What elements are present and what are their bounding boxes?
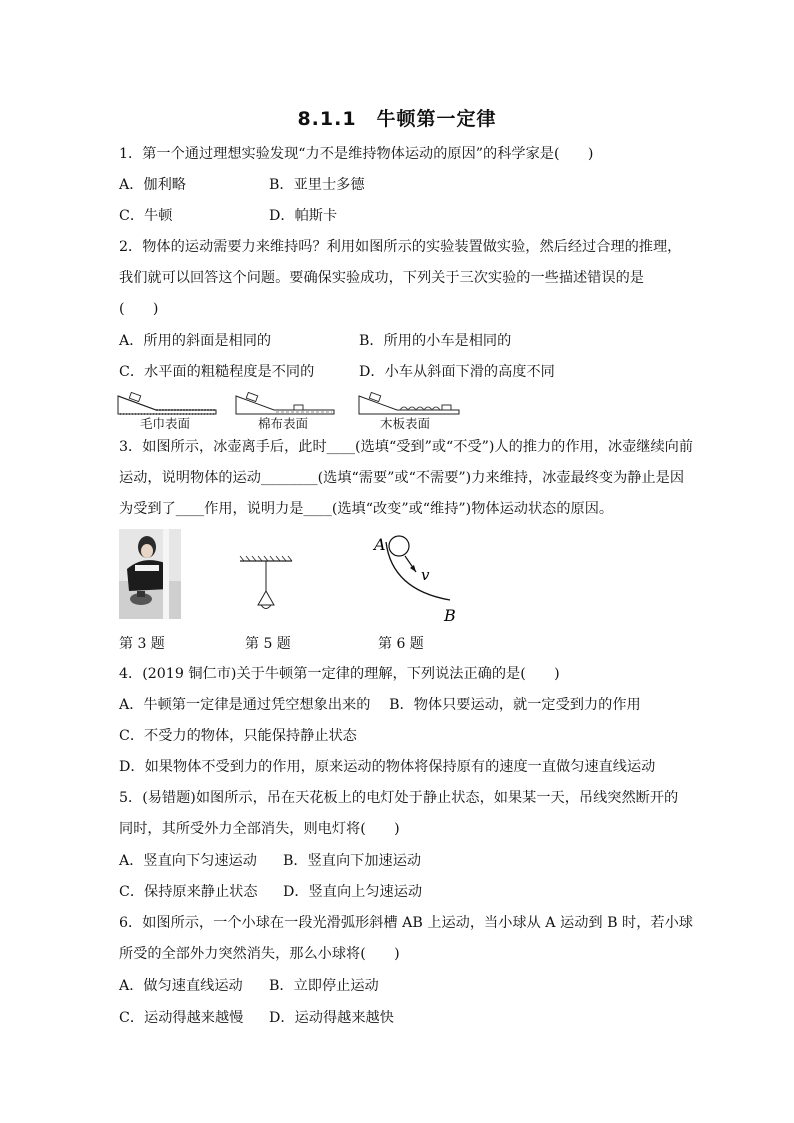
q2-option-a: A．所用的斜面是相同的 (119, 333, 272, 349)
q6-option-b: B．立即停止运动 (269, 978, 379, 994)
q1-stem: 1．第一个通过理想实验发现“力不是维持物体运动的原因”的科学家是( ) (119, 146, 594, 162)
q5-option-d: D．竖直向上匀速运动 (283, 884, 423, 900)
q1-option-d: D．帕斯卡 (269, 208, 338, 224)
hanging-lamp-figure (236, 555, 296, 615)
figure-caption-q5: 第 5 题 (245, 636, 291, 652)
q1-option-c: C．牛顿 (119, 208, 173, 224)
towel-surface-label: 毛巾表面 (140, 416, 191, 431)
q4-option-d: D．如果物体不受到力的作用，原来运动的物体将保持原有的速度一直做匀速直线运动 (119, 759, 656, 775)
q3-line3: 为受到了____作用，说明力是____(选填“改变”或“维持”)物体运动状态的原因。 (119, 501, 614, 517)
q4-option-c: C．不受力的物体，只能保持静止状态 (119, 728, 357, 744)
q2-stem-line2: 我们就可以回答这个问题。要确保实验成功，下列关于三次实验的一些描述错误的是 (119, 270, 644, 286)
q1-option-a: A．伽利略 (119, 177, 186, 193)
figure-caption-q6: 第 6 题 (378, 636, 424, 652)
arc-track-figure (372, 530, 472, 626)
q2-stem-line3: ( ) (119, 301, 159, 317)
velocity-label: v (421, 566, 430, 584)
q6-stem-line1: 6．如图所示，一个小球在一段光滑弧形斜槽 AB 上运动，当小球从 A 运动到 B 时，若小球 (119, 915, 693, 931)
q2-option-d: D．小车从斜面下滑的高度不同 (359, 364, 555, 380)
q6-stem-line2: 所受的全部外力突然消失，那么小球将( ) (119, 946, 400, 962)
wood-surface-setup (359, 392, 459, 414)
q6-option-a: A．做匀速直线运动 (119, 978, 243, 994)
towel-surface-setup (118, 392, 216, 414)
q5-option-c: C．保持原来静止状态 (119, 884, 258, 900)
q4-stem: 4．(2019 铜仁市)关于牛顿第一定律的理解，下列说法正确的是( ) (119, 666, 560, 682)
curling-photo (119, 529, 181, 619)
cotton-surface-setup (236, 392, 334, 414)
curling-player-image (119, 529, 181, 619)
cotton-surface-label: 棉布表面 (258, 416, 309, 431)
wood-surface-label: 木板表面 (380, 416, 431, 431)
point-a-label: A (374, 535, 386, 554)
q3-line2: 运动，说明物体的运动________(选填“需要”或“不需要”)力来维持，冰壶最终变为静止是因 (119, 470, 685, 486)
q5-stem-line2: 同时，其所受外力全部消失，则电灯将( ) (119, 821, 400, 837)
q5-option-b: B．竖直向下加速运动 (283, 853, 422, 869)
q2-option-c: C．水平面的粗糙程度是不同的 (119, 364, 315, 380)
q2-option-b: B．所用的小车是相同的 (359, 333, 512, 349)
page-title: 8.1.1 牛顿第一定律 (297, 108, 497, 130)
q2-stem-line1: 2．物体的运动需要力来维持吗？利用如图所示的实验装置做实验，然后经过合理的推理， (119, 239, 682, 255)
q5-option-a: A．竖直向下匀速运动 (119, 853, 257, 869)
figure-caption-q3: 第 3 题 (119, 636, 165, 652)
q3-line1: 3．如图所示，冰壶离手后，此时____(选填“受到”或“不受”)人的推力的作用，冰壶继续向前 (119, 439, 694, 455)
q1-option-b: B．亚里士多德 (269, 177, 365, 193)
q6-option-d: D．运动得越来越快 (269, 1010, 394, 1026)
point-b-label: B (444, 606, 456, 625)
q5-stem-line1: 5．(易错题)如图所示，吊在天花板上的电灯处于静止状态，如果某一天，吊线突然断开的 (119, 790, 679, 806)
q6-option-c: C．运动得越来越慢 (119, 1010, 244, 1026)
q4-options-ab: A．牛顿第一定律是通过凭空想象出来的 B．物体只要运动，就一定受到力的作用 (119, 697, 641, 713)
